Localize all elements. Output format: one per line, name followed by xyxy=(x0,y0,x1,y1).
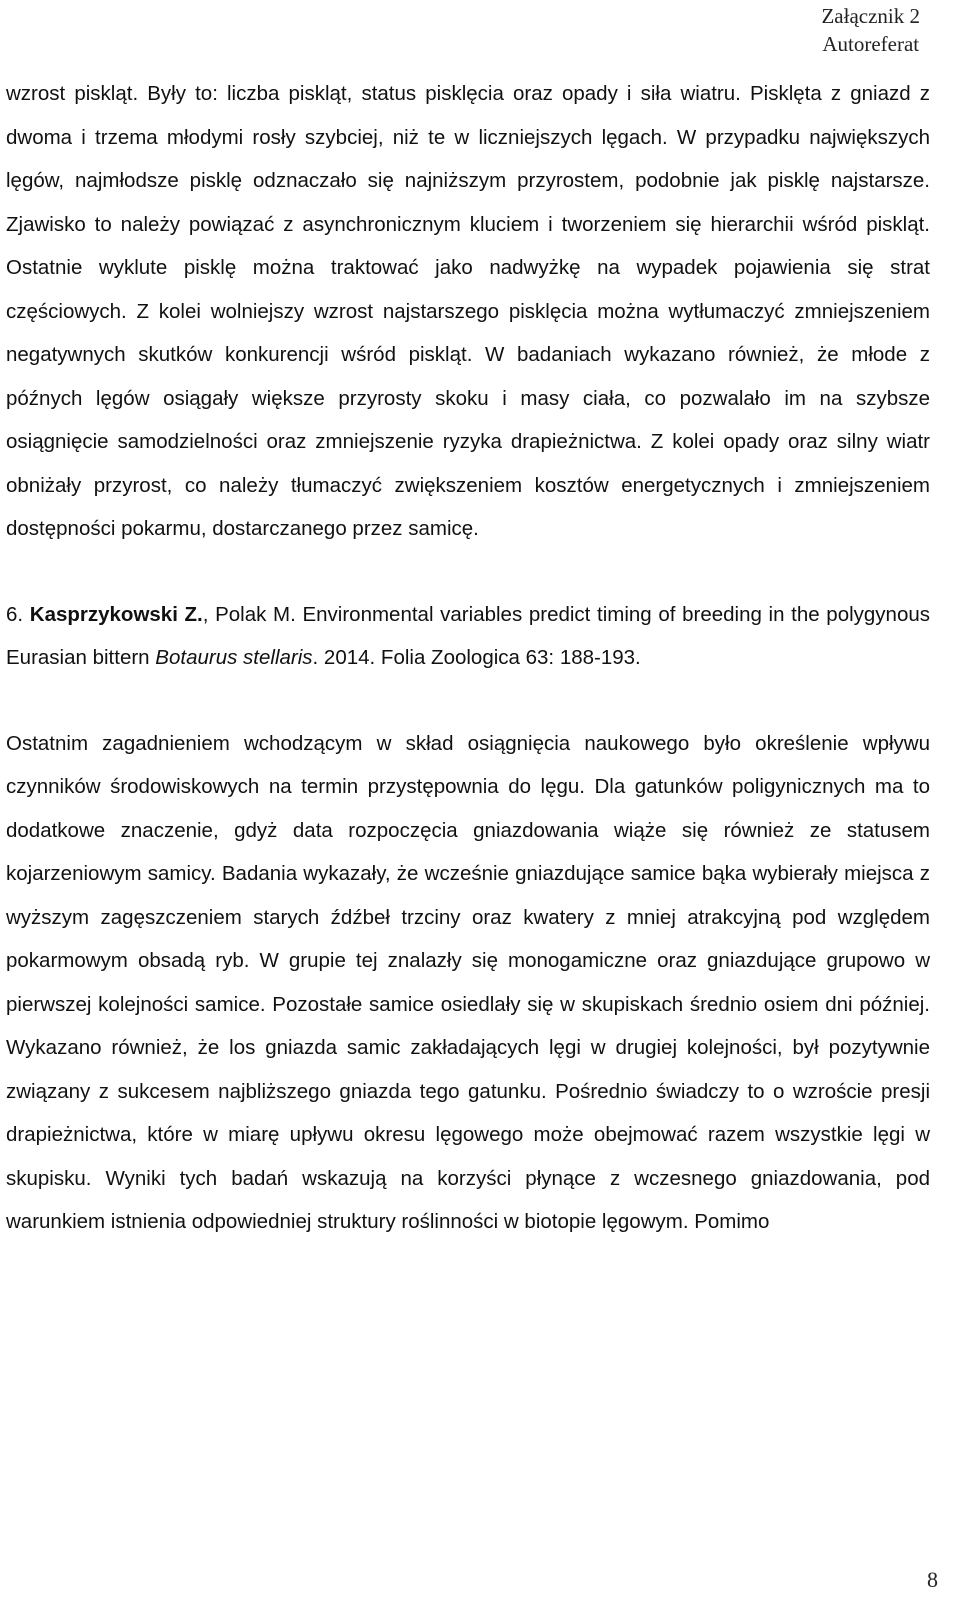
document-header xyxy=(821,2,920,58)
header-attachment-label: Załącznik 2 xyxy=(821,4,920,28)
publication-reference xyxy=(6,593,930,680)
paragraph-breeding-timing: Ostatnim zagadnieniem wchodzącym w skład osiągnięcia naukowego było określenie wpływu czynników środowiskowych na termin przystępownia do lęgu. Dla gatunków poligynicznych ma to dodatkowe znaczenie, gdyż data rozpoczęcia gniazdowania wiąże się również ze statusem kojarzeniowym samicy. Badania wykazały, że wcześnie gniazdujące samice bąka wybierały miejsca z wyższym zagęszczeniem starych źdźbeł trzciny oraz kwatery z mniej atrakcyjną pod względem pokarmowym obsadą ryb. W grupie tej znalazły się monogamiczne oraz gniazdujące grupowo w pierwszej kolejności samice. Pozostałe samice osiedlały się w skupiskach średnio osiem dni później. Wykazano również, że los gniazda samic zakładających lęgi w drugiej kolejności, był pozytywnie związany z sukcesem najbliższego gniazda tego gatunku. Pośrednio świadczy to o wzroście presji drapieżnictwa, które w miarę upływu okresu lęgowego może obejmować razem wszystkie lęgi w skupisku. Wyniki tych badań wskazują na korzyści płynące z wczesnego gniazdowania, pod warunkiem istnienia odpowiedniej struktury roślinności w biotopie lęgowym. Pomimo xyxy=(6,731,930,1233)
reference-title: Environmental variables predict timing of breeding in the polygynous Eurasian bittern xyxy=(6,602,930,669)
page-number: 8 xyxy=(927,1567,938,1592)
header-document-type: Autoreferat xyxy=(822,32,920,56)
page-body xyxy=(6,72,930,1244)
reference-coauthors: , Polak M. xyxy=(202,602,296,626)
reference-species: Botaurus stellaris xyxy=(155,646,313,669)
paragraph-growth-results: wzrost piskląt. Były to: liczba piskląt, status pisklęcia oraz opady i siła wiatru. Pisklęta z gniazd z dwoma i trzema młodymi rosły szybciej, niż te w liczniejszych lęgach. W przypadku największych lęgów, najmłodsze pisklę odznaczało się najniższym przyrostem, podobnie jak pisklę najstarsze. Zjawisko to należy powiązać z asynchronicznym kluciem i tworzeniem się hierarchii wśród piskląt. Ostatnie wyklute pisklę można traktować jako nadwyżkę na wypadek pojawienia się strat częściowych. Z kolei wolniejszy wzrost najstarszego pisklęcia można wytłumaczyć zmniejszeniem negatywnych skutków konkurencji wśród piskląt. W badaniach wykazano również, że młode z późnych lęgów osiągały większe przyrosty skoku i masy ciała, co pozwalało im na szybsze osiągnięcie samodzielności oraz zmniejszenie ryzyka drapieżnictwa. Z kolei opady oraz silny wiatr obniżały przyrost, co należy tłumaczyć zwiększeniem kosztów energetycznych i zmniejszeniem dostępności pokarmu, dostarczanego przez samicę. xyxy=(6,82,930,540)
reference-details: . 2014. Folia Zoologica 63: 188-193. xyxy=(312,646,641,669)
reference-number: 6. xyxy=(6,602,24,626)
reference-author-main: Kasprzykowski Z. xyxy=(29,602,203,626)
